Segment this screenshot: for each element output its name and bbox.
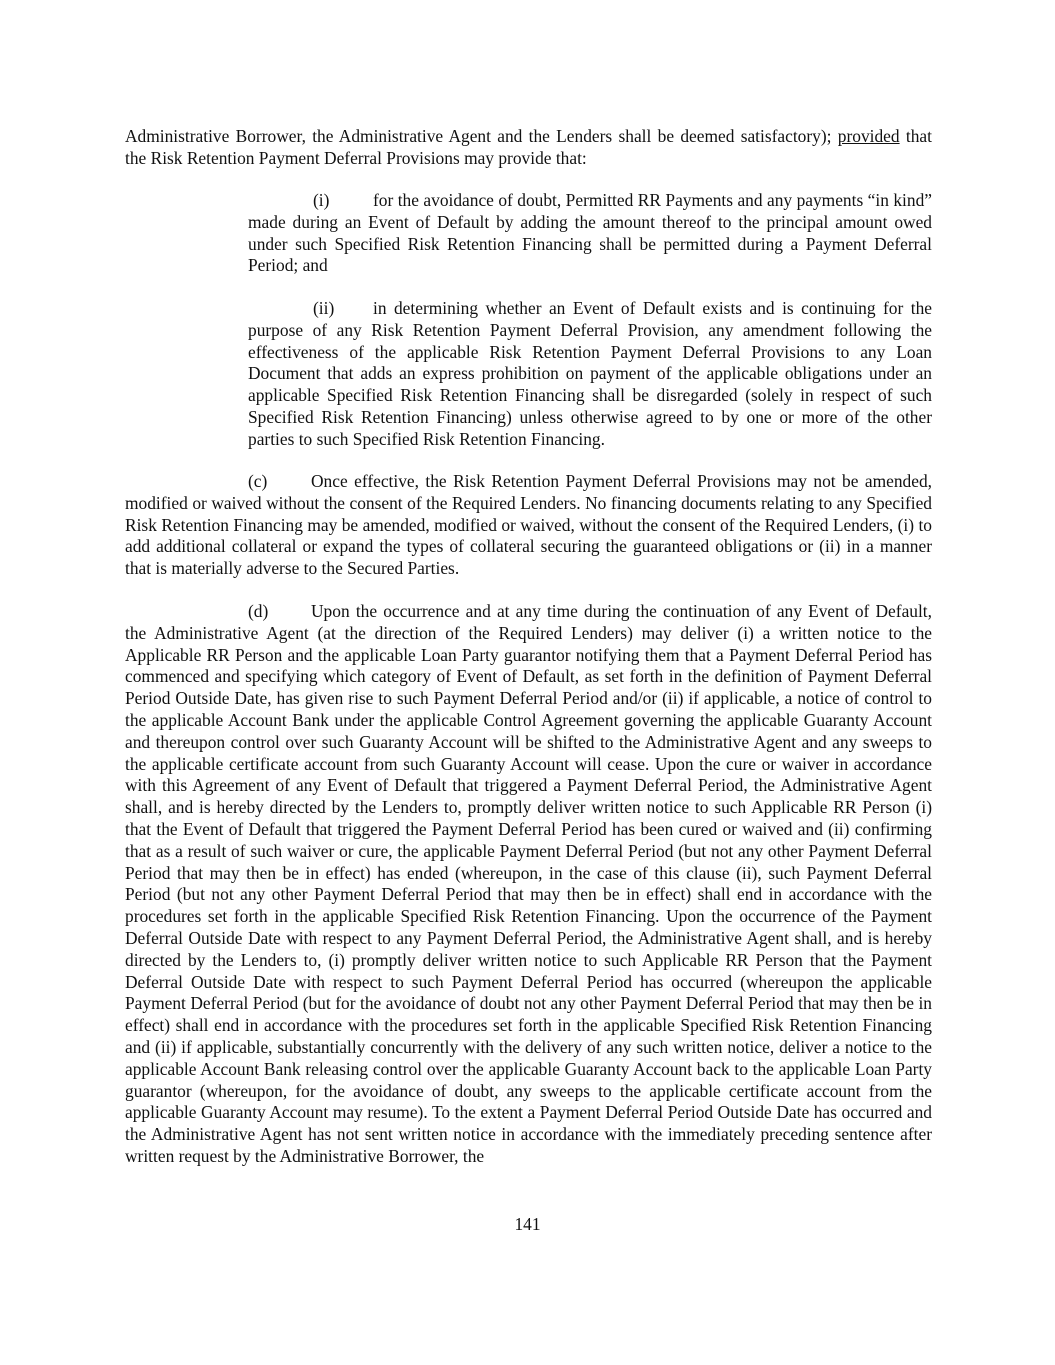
clause-ii-text: in determining whether an Event of Default exists and is continuing for the purpose of any Risk Retention Payment Deferral Provision, any amendment following the effectiveness of the applicable Risk Retention Payment Deferral Provisions to any Loan Document that adds an express prohibition on payment of the applicable obligations under an applicable Specified Risk Retention Financing shall be disregarded (solely in respect of such Specified Risk Retention Financing) unless otherwise agreed to by one or more of the other parties to such Specified Risk Retention Financing. xyxy=(248,298,932,449)
paragraph-d-label: (d) xyxy=(248,601,269,621)
paragraph-c-text: Once effective, the Risk Retention Payment Deferral Provisions may not be amended, modified or waived without the consent of the Required Lenders. No financing documents relating to any Specified Risk Retention Financing may be amended, modified or waived, without the consent of the Required Lenders, (i) to add additional collateral or expand the types of collateral securing the guaranteed obligations or (ii) in a manner that is materially adverse to the Secured Parties. xyxy=(125,471,932,579)
paragraph-c-label: (c) xyxy=(248,471,268,491)
clause-i: (i) for the avoidance of doubt, Permitted RR Payments and any payments “in kind” made during an Event of Default by adding the amount thereof to the principal amount owed under such Specified Risk Retention Financing shall be permitted during a Payment Deferral Period; and xyxy=(248,190,932,276)
clause-ii: (ii) in determining whether an Event of Default exists and is continuing for the purpose of any Risk Retention Payment Deferral Provision, any amendment following the effectiveness of the applicable Risk Retention Payment Deferral Provisions to any Loan Document that adds an express prohibition on payment of the applicable obligations under an applicable Specified Risk Retention Financing shall be disregarded (solely in respect of such Specified Risk Retention Financing) unless otherwise agreed to by one or more of the other parties to such Specified Risk Retention Financing. xyxy=(248,298,932,449)
clause-i-text: for the avoidance of doubt, Permitted RR Payments and any payments “in kind” made during an Event of Default by adding the amount thereof to the principal amount owed under such Specified Risk Retention Financing shall be permitted during a Payment Deferral Period; and xyxy=(248,190,932,276)
intro-paragraph xyxy=(125,126,932,170)
paragraph-d-text: Upon the occurrence and at any time during the continuation of any Event of Default, the Administrative Agent (at the direction of the Required Lenders) may deliver (i) a written notice to the Applicable RR Person and the applicable Loan Party guarantor notifying them that a Payment Deferral Period has commenced and specifying which category of Event of Default, as set forth in the definition of Payment Deferral Period Outside Date, has given rise to such Payment Deferral Period and/or (ii) if applicable, a notice of control to the applicable Account Bank under the applicable Control Agreement governing the applicable Guaranty Account and thereupon control over such Guaranty Account will be shifted to the Administrative Agent and any sweeps to the applicable certificate account from such Guaranty Account will cease. Upon the cure or waiver in accordance with this Agreement of any Event of Default that triggered a Payment Deferral Period, the Administrative Agent shall, and is hereby directed by the Lenders to, promptly deliver written notice to such Applicable RR Person (i) that the Event of Default that triggered the Payment Deferral Period has been cured or waived and (ii) confirming that as a result of such waiver or cure, the applicable Payment Deferral Period (but not any other Payment Deferral Period that may then be in effect) has ended (whereupon, in the case of this clause (ii), such Payment Deferral Period (but not any other Payment Deferral Period that may then be in effect) shall end in accordance with the procedures set forth in the applicable Specified Risk Retention Financing. Upon the occurrence of the Payment Deferral Outside Date with respect to any Payment Deferral Period, the Administrative Agent shall, and is hereby directed by the Lenders to, (i) promptly deliver written notice to such Applicable RR Person that the Payment Deferral Outside Date with respect to such Payment Deferral Period has occurred (whereupon the applicable Payment Deferral Period (but for the avoidance of doubt not any other Payment Deferral Period that may then be in effect) shall end in accordance with the procedures set forth in the applicable Specified Risk Retention Financing and (ii) if applicable, substantially concurrently with the delivery of any such written notice, deliver a notice to the applicable Account Bank releasing control over the applicable Guaranty Account back to the applicable Loan Party guarantor (whereupon, for the avoidance of doubt, any sweeps to the applicable certificate account from the applicable Guaranty Account may resume). To the extent a Payment Deferral Period Outside Date has occurred and the Administrative Agent has not sent written notice in accordance with the immediately preceding sentence after written request by the Administrative Borrower, the xyxy=(125,601,932,1166)
page-number: 141 xyxy=(514,1214,541,1234)
provided-term: provided xyxy=(837,126,900,146)
paragraph-d xyxy=(125,601,932,1168)
intro-text: Administrative Borrower, the Administrative Agent and the Lenders shall be deemed satisfactory); xyxy=(125,126,832,146)
intro-tail: that the Risk Retention Payment Deferral Provisions may provide that: xyxy=(125,126,932,168)
paragraph-c xyxy=(125,471,932,580)
